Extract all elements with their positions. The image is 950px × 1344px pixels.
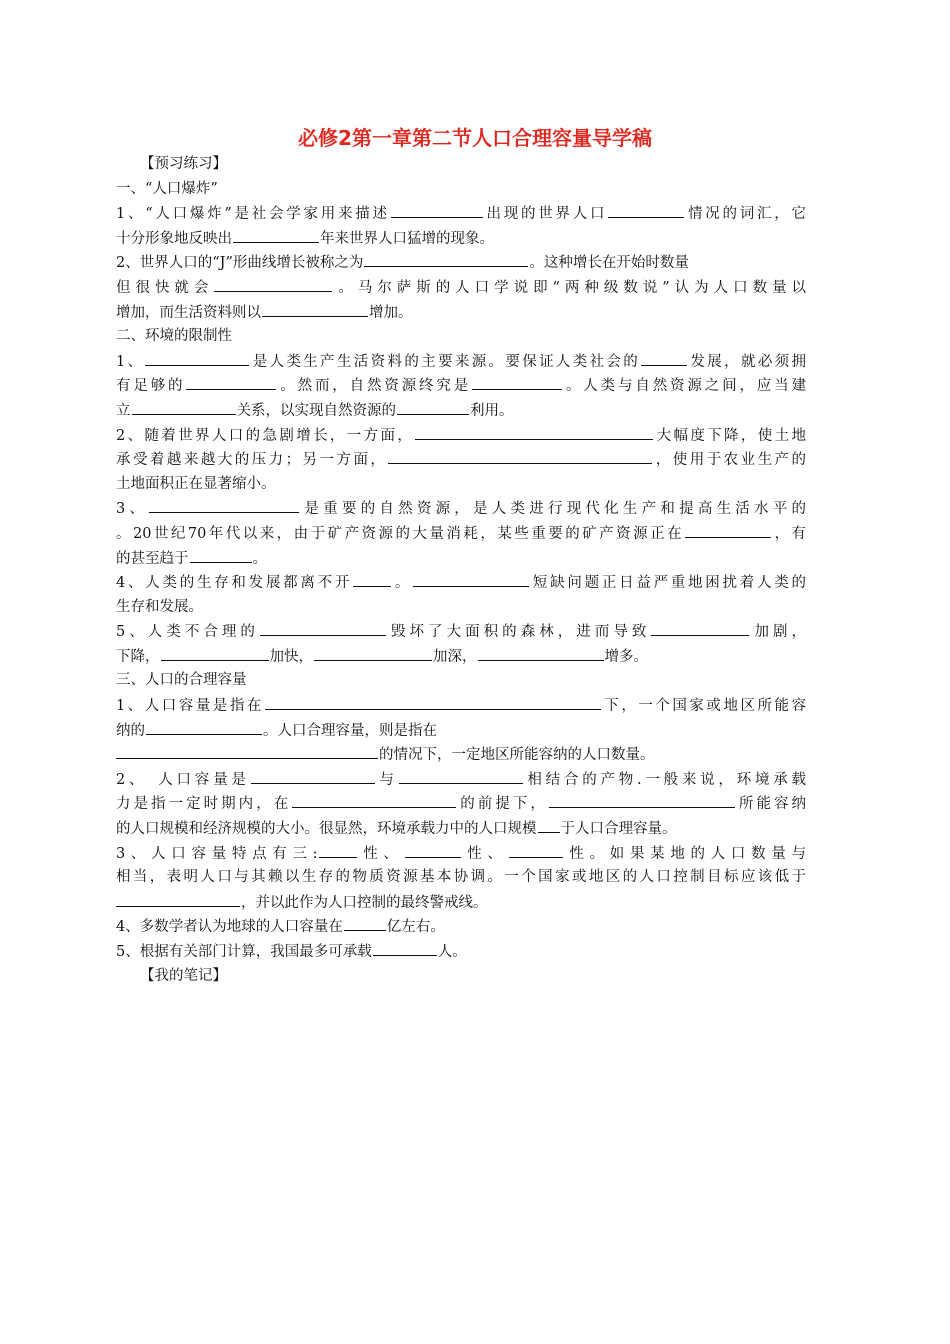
answer-blank[interactable] bbox=[260, 619, 386, 636]
s2-q1-line2: 有足够的 。然而，自然资源终究是 。人类与自然资源之间，应当建 bbox=[116, 373, 806, 398]
section1-heading: 一、“人口爆炸” bbox=[116, 180, 218, 197]
s1-q2-line1: 2、世界人口的“J”形曲线增长被称之为 。这种增长在开始时数量 bbox=[116, 250, 806, 275]
answer-blank[interactable] bbox=[472, 373, 562, 390]
answer-blank[interactable] bbox=[314, 644, 432, 661]
answer-blank[interactable] bbox=[344, 914, 386, 931]
s2-q1-line1: 1、 是人类生产生活资料的主要来源。要保证人类社会的 发展，就必须拥 bbox=[116, 349, 806, 374]
answer-blank[interactable] bbox=[641, 349, 687, 366]
answer-blank[interactable] bbox=[251, 767, 375, 784]
answer-blank[interactable] bbox=[149, 496, 299, 513]
answer-blank[interactable] bbox=[262, 300, 368, 317]
s3-q4-line1: 4、多数学者认为地球的人口容量在 亿左右。 bbox=[116, 914, 806, 939]
s3-q2-line3: 的人口规模和经济规模的大小。很显然，环境承载力中的人口规模 于人口合理容量。 bbox=[116, 816, 806, 841]
s3-q1-line2: 纳的 。人口合理容量，则是指在 bbox=[116, 718, 806, 743]
s2-q4-line1: 4、人类的生存和发展都离不开 。 短缺问题正日益严重地困扰着人类的 bbox=[116, 570, 806, 595]
s2-q5-line1: 5、人类不合理的 毁坏了大面积的森林，进而导致 加剧， bbox=[116, 619, 806, 644]
s2-q3-line1: 3、 是重要的自然资源，是人类进行现代化生产和提高生活水平的 bbox=[116, 496, 806, 521]
answer-blank[interactable] bbox=[415, 423, 653, 440]
s3-q3-line1: 3、人口容量特点有三: 性、 性、 性。如果某地的人口数量与 bbox=[116, 841, 806, 866]
answer-blank[interactable] bbox=[265, 693, 601, 710]
s2-q3-line2: 。20世纪70年代以来，由于矿产资源的大量消耗，某些重要的矿产资源正在 ，有 bbox=[116, 521, 806, 546]
answer-blank[interactable] bbox=[161, 644, 269, 661]
section2-heading: 二、环境的限制性 bbox=[116, 328, 232, 345]
s2-q4-line2: 生存和发展。 bbox=[116, 598, 203, 615]
s2-q1-line3: 立 关系，以实现自然资源的 利用。 bbox=[116, 398, 806, 423]
answer-blank[interactable] bbox=[214, 275, 332, 292]
answer-blank[interactable] bbox=[233, 226, 319, 243]
s1-q2-line2: 但很快就会 。马尔萨斯的人口学说即“两种级数说”认为人口数量以 bbox=[116, 275, 806, 300]
s1-q2-line3: 增加，而生活资料则以 增加。 bbox=[116, 300, 806, 325]
s2-q5-line2: 下降， 加快， 加深， 增多。 bbox=[116, 644, 806, 669]
answer-blank[interactable] bbox=[116, 890, 240, 907]
s3-q1-line1: 1、人口容量是指在 下，一个国家或地区所能容 bbox=[116, 693, 806, 718]
answer-blank[interactable] bbox=[608, 201, 684, 218]
answer-blank[interactable] bbox=[391, 201, 483, 218]
answer-blank[interactable] bbox=[146, 718, 262, 735]
s1-q1-line1: 1、“人口爆炸”是社会学家用来描述 出现的世界人口 情况的词汇，它 bbox=[116, 201, 806, 226]
answer-blank[interactable] bbox=[186, 373, 276, 390]
answer-blank[interactable] bbox=[509, 841, 563, 858]
answer-blank[interactable] bbox=[549, 791, 735, 808]
answer-blank[interactable] bbox=[651, 619, 749, 636]
s1-q1-line2: 十分形象地反映出 年来世界人口猛增的现象。 bbox=[116, 226, 806, 251]
page-title: 必修2第一章第二节人口合理容量导学稿 bbox=[298, 126, 652, 150]
s3-q5-line1: 5、根据有关部门计算，我国最多可承载 人。 bbox=[116, 939, 806, 964]
answer-blank[interactable] bbox=[116, 742, 378, 759]
worksheet-content bbox=[116, 152, 806, 988]
answer-blank[interactable] bbox=[319, 841, 357, 858]
s2-q2-line1: 2、随着世界人口的急剧增长，一方面， 大幅度下降，使土地 bbox=[116, 423, 806, 448]
answer-blank[interactable] bbox=[388, 447, 652, 464]
answer-blank[interactable] bbox=[413, 570, 529, 587]
answer-blank[interactable] bbox=[292, 791, 456, 808]
s3-q3-line2: 相当，表明人口与其赖以生存的物质资源基本协调。一个国家或地区的人口控制目标应该低于 bbox=[116, 869, 806, 886]
answer-blank[interactable] bbox=[538, 816, 560, 833]
section3-heading: 三、人口的合理容量 bbox=[116, 672, 247, 689]
answer-blank[interactable] bbox=[373, 939, 437, 956]
answer-blank[interactable] bbox=[353, 570, 391, 587]
answer-blank[interactable] bbox=[364, 250, 528, 267]
s3-q2-line2: 力是指一定时期内，在 的前提下， 所能容纳 bbox=[116, 791, 806, 816]
answer-blank[interactable] bbox=[397, 398, 469, 415]
s3-q1-line3: 的情况下，一定地区所能容纳的人口数量。 bbox=[116, 742, 806, 767]
answer-blank[interactable] bbox=[190, 546, 252, 563]
answer-blank[interactable] bbox=[478, 644, 604, 661]
answer-blank[interactable] bbox=[132, 398, 236, 415]
answer-blank[interactable] bbox=[145, 349, 249, 366]
s3-q2-line1: 2、 人口容量是 与 相结合的产物.一般来说，环境承载 bbox=[116, 767, 806, 792]
s2-q3-line3: 的甚至趋于 。 bbox=[116, 546, 806, 571]
notes-heading: 【我的笔记】 bbox=[140, 967, 227, 984]
answer-blank[interactable] bbox=[685, 521, 771, 538]
answer-blank[interactable] bbox=[405, 841, 461, 858]
s2-q2-line3: 土地面积正在显著缩小。 bbox=[116, 475, 276, 492]
preview-heading: 【预习练习】 bbox=[140, 156, 227, 172]
s3-q3-line3: ，并以此作为人口控制的最终警戒线。 bbox=[116, 890, 806, 915]
answer-blank[interactable] bbox=[399, 767, 523, 784]
s2-q2-line2: 承受着越来越大的压力；另一方面， ，使用于农业生产的 bbox=[116, 447, 806, 472]
